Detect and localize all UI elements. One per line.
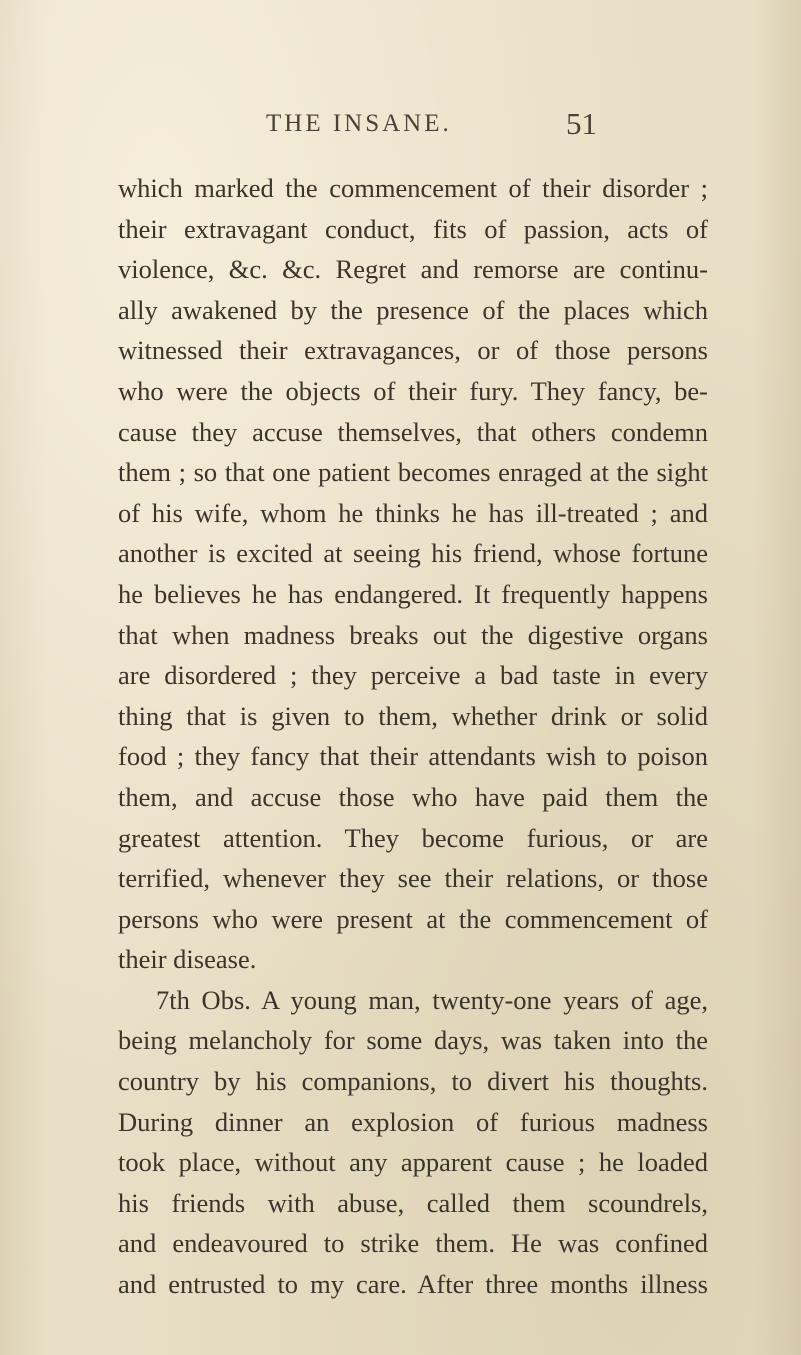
body-text: [118, 168, 708, 1305]
text-line: violence, &c. &c. Regret and remorse are continu-: [118, 254, 708, 285]
page-header: [0, 106, 801, 150]
text-line: them ; so that one patient becomes enraged at the sight: [118, 457, 708, 488]
text-line: took place, without any apparent cause ; he loaded: [118, 1147, 708, 1178]
text-line: who were the objects of their fury. They fancy, be-: [118, 375, 708, 406]
text-line: of his wife, whom he thinks he has ill-treated ; and: [118, 497, 708, 528]
text-line: food ; they fancy that their attendants wish to poison: [118, 741, 708, 772]
text-line: he believes he has endangered. It frequently happens: [118, 578, 708, 609]
text-line: and endeavoured to strike them. He was confined: [118, 1228, 708, 1259]
text-line: country by his companions, to divert his thoughts.: [118, 1066, 708, 1097]
text-line: being melancholy for some days, was taken into the: [118, 1025, 708, 1056]
text-line: which marked the commencement of their disorder ;: [118, 173, 708, 203]
running-head: THE INSANE.: [266, 110, 452, 137]
text-line: their extravagant conduct, fits of passion, acts of: [118, 213, 708, 244]
text-line: another is excited at seeing his friend, whose fortune: [118, 538, 708, 569]
text-line-paragraph-end: their disease.: [118, 944, 257, 975]
text-line: During dinner an explosion of furious madness: [118, 1106, 708, 1137]
text-line: them, and accuse those who have paid them the: [118, 781, 708, 812]
text-line: terrified, whenever they see their relations, or those: [118, 863, 708, 894]
text-line: his friends with abuse, called them scoundrels,: [118, 1187, 708, 1218]
text-line: greatest attention. They become furious, or are: [118, 822, 708, 853]
text-line: and entrusted to my care. After three months illness: [118, 1269, 708, 1300]
text-line: cause they accuse themselves, that others condemn: [118, 416, 708, 447]
text-line-paragraph-start: 7th Obs. A young man, twenty-one years of age,: [156, 984, 708, 1015]
page-number: 51: [566, 106, 597, 141]
text-line: are disordered ; they perceive a bad taste in every: [118, 660, 708, 691]
text-line: that when madness breaks out the digestive organs: [118, 619, 708, 650]
text-line: ally awakened by the presence of the places which: [118, 294, 708, 325]
text-line: persons who were present at the commencement of: [118, 903, 708, 934]
text-line: thing that is given to them, whether drink or solid: [118, 700, 708, 731]
text-line: witnessed their extravagances, or of those persons: [118, 335, 708, 366]
